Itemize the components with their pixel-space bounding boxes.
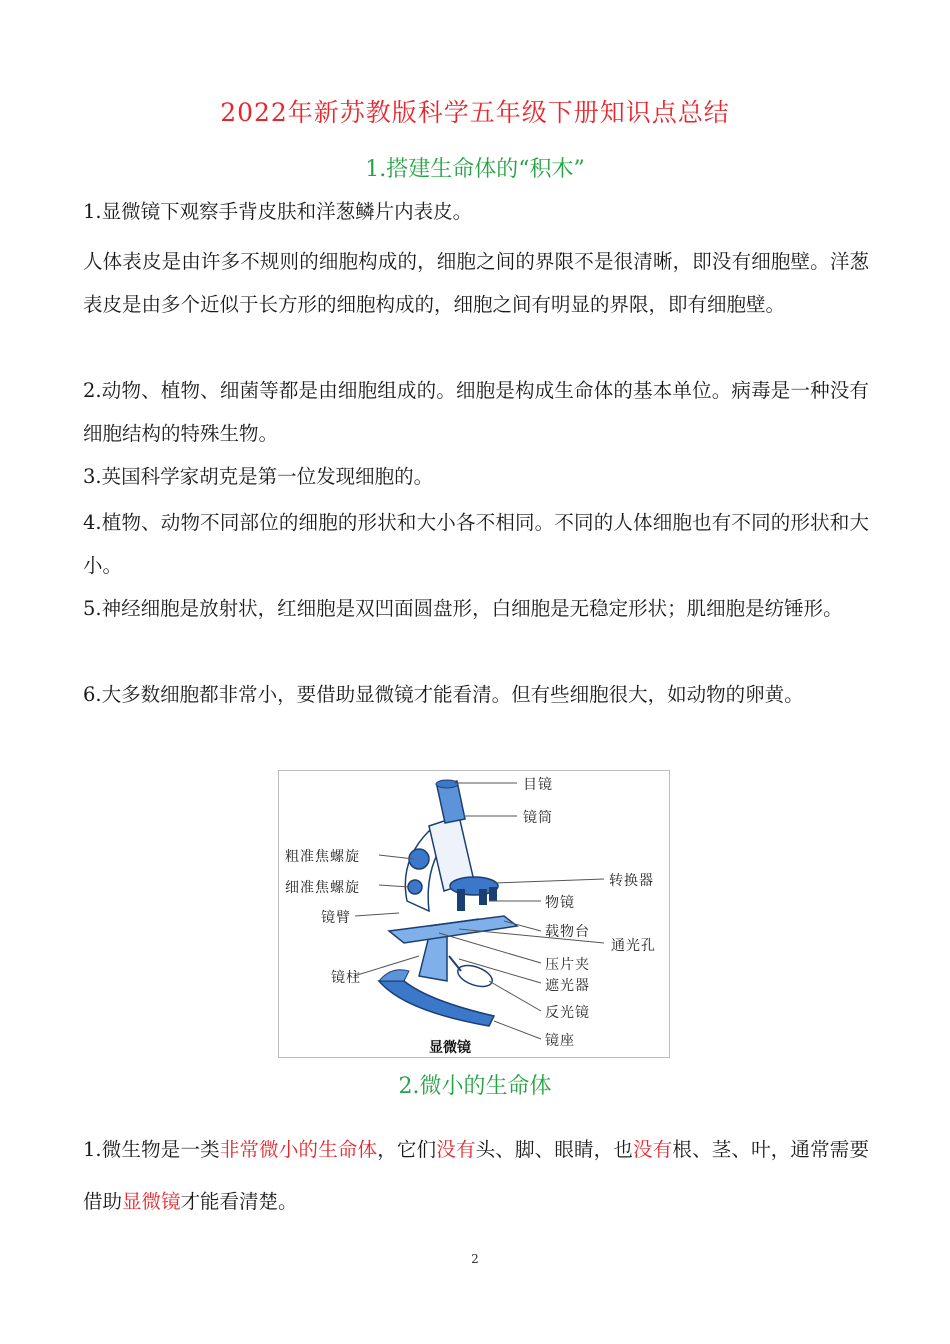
highlight-text: 没有 — [633, 1138, 673, 1161]
highlight-text: 没有 — [436, 1138, 476, 1161]
label-diaphragm: 遮光器 — [545, 978, 590, 994]
label-clip: 压片夹 — [545, 957, 590, 973]
label-objective: 物镜 — [545, 895, 575, 911]
paragraph-text: ，它们 — [377, 1138, 437, 1161]
label-stage: 载物台 — [545, 924, 590, 940]
label-pillar: 镜柱 — [331, 970, 361, 986]
highlight-text: 非常微小的生命体 — [219, 1138, 378, 1161]
label-nosepiece: 转换器 — [609, 873, 654, 889]
paragraph-text: 头、脚、眼睛，也 — [475, 1138, 634, 1161]
label-coarse-focus: 粗准焦螺旋 — [285, 849, 360, 865]
section-heading-2: 2.微小的生命体 — [398, 1074, 552, 1099]
paragraph-text: 才能看清楚。 — [180, 1190, 298, 1213]
microscope-figure — [278, 770, 670, 1058]
paragraph: 人体表皮是由许多不规则的细胞构成的，细胞之间的界限不是很清晰，即没有细胞壁。洋葱表皮是由多个近似于长方形的细胞构成的，细胞之间有明显的界限，即有细胞壁。 — [83, 250, 869, 316]
paragraph-text: 根、茎、叶，通常需要借助 — [83, 1138, 869, 1213]
label-tube: 镜筒 — [523, 810, 553, 826]
label-arm: 镜臂 — [321, 910, 351, 926]
paragraph: 4.植物、动物不同部位的细胞的形状和大小各不相同。不同的人体细胞也有不同的形状和大小。 — [83, 511, 869, 577]
paragraph: 5.神经细胞是放射状，红细胞是双凹面圆盘形，白细胞是无稳定形状；肌细胞是纺锤形。 — [83, 597, 843, 620]
figure-caption: 显微镜 — [429, 1040, 471, 1056]
label-aperture: 通光孔 — [611, 938, 656, 954]
paragraph: 2.动物、植物、细菌等都是由细胞组成的。细胞是构成生命体的基本单位。病毒是一种没有细胞结构的特殊生物。 — [83, 379, 869, 445]
paragraph-text: 1.微生物是一类 — [83, 1138, 220, 1161]
label-fine-focus: 细准焦螺旋 — [285, 880, 360, 896]
label-base: 镜座 — [545, 1033, 575, 1049]
label-mirror: 反光镜 — [545, 1005, 590, 1021]
document-title: 2022年新苏教版科学五年级下册知识点总结 — [220, 98, 730, 127]
paragraph: 6.大多数细胞都非常小，要借助显微镜才能看清。但有些细胞很大，如动物的卵黄。 — [83, 683, 804, 706]
paragraph: 3.英国科学家胡克是第一位发现细胞的。 — [83, 465, 434, 488]
paragraph — [83, 1124, 869, 1228]
section-heading-1: 1.搭建生命体的“积木” — [365, 157, 585, 182]
label-eyepiece: 目镜 — [523, 777, 553, 793]
paragraph: 1.显微镜下观察手背皮肤和洋葱鳞片内表皮。 — [83, 200, 473, 223]
page-number: 2 — [471, 1252, 479, 1266]
highlight-text: 显微镜 — [122, 1190, 181, 1213]
